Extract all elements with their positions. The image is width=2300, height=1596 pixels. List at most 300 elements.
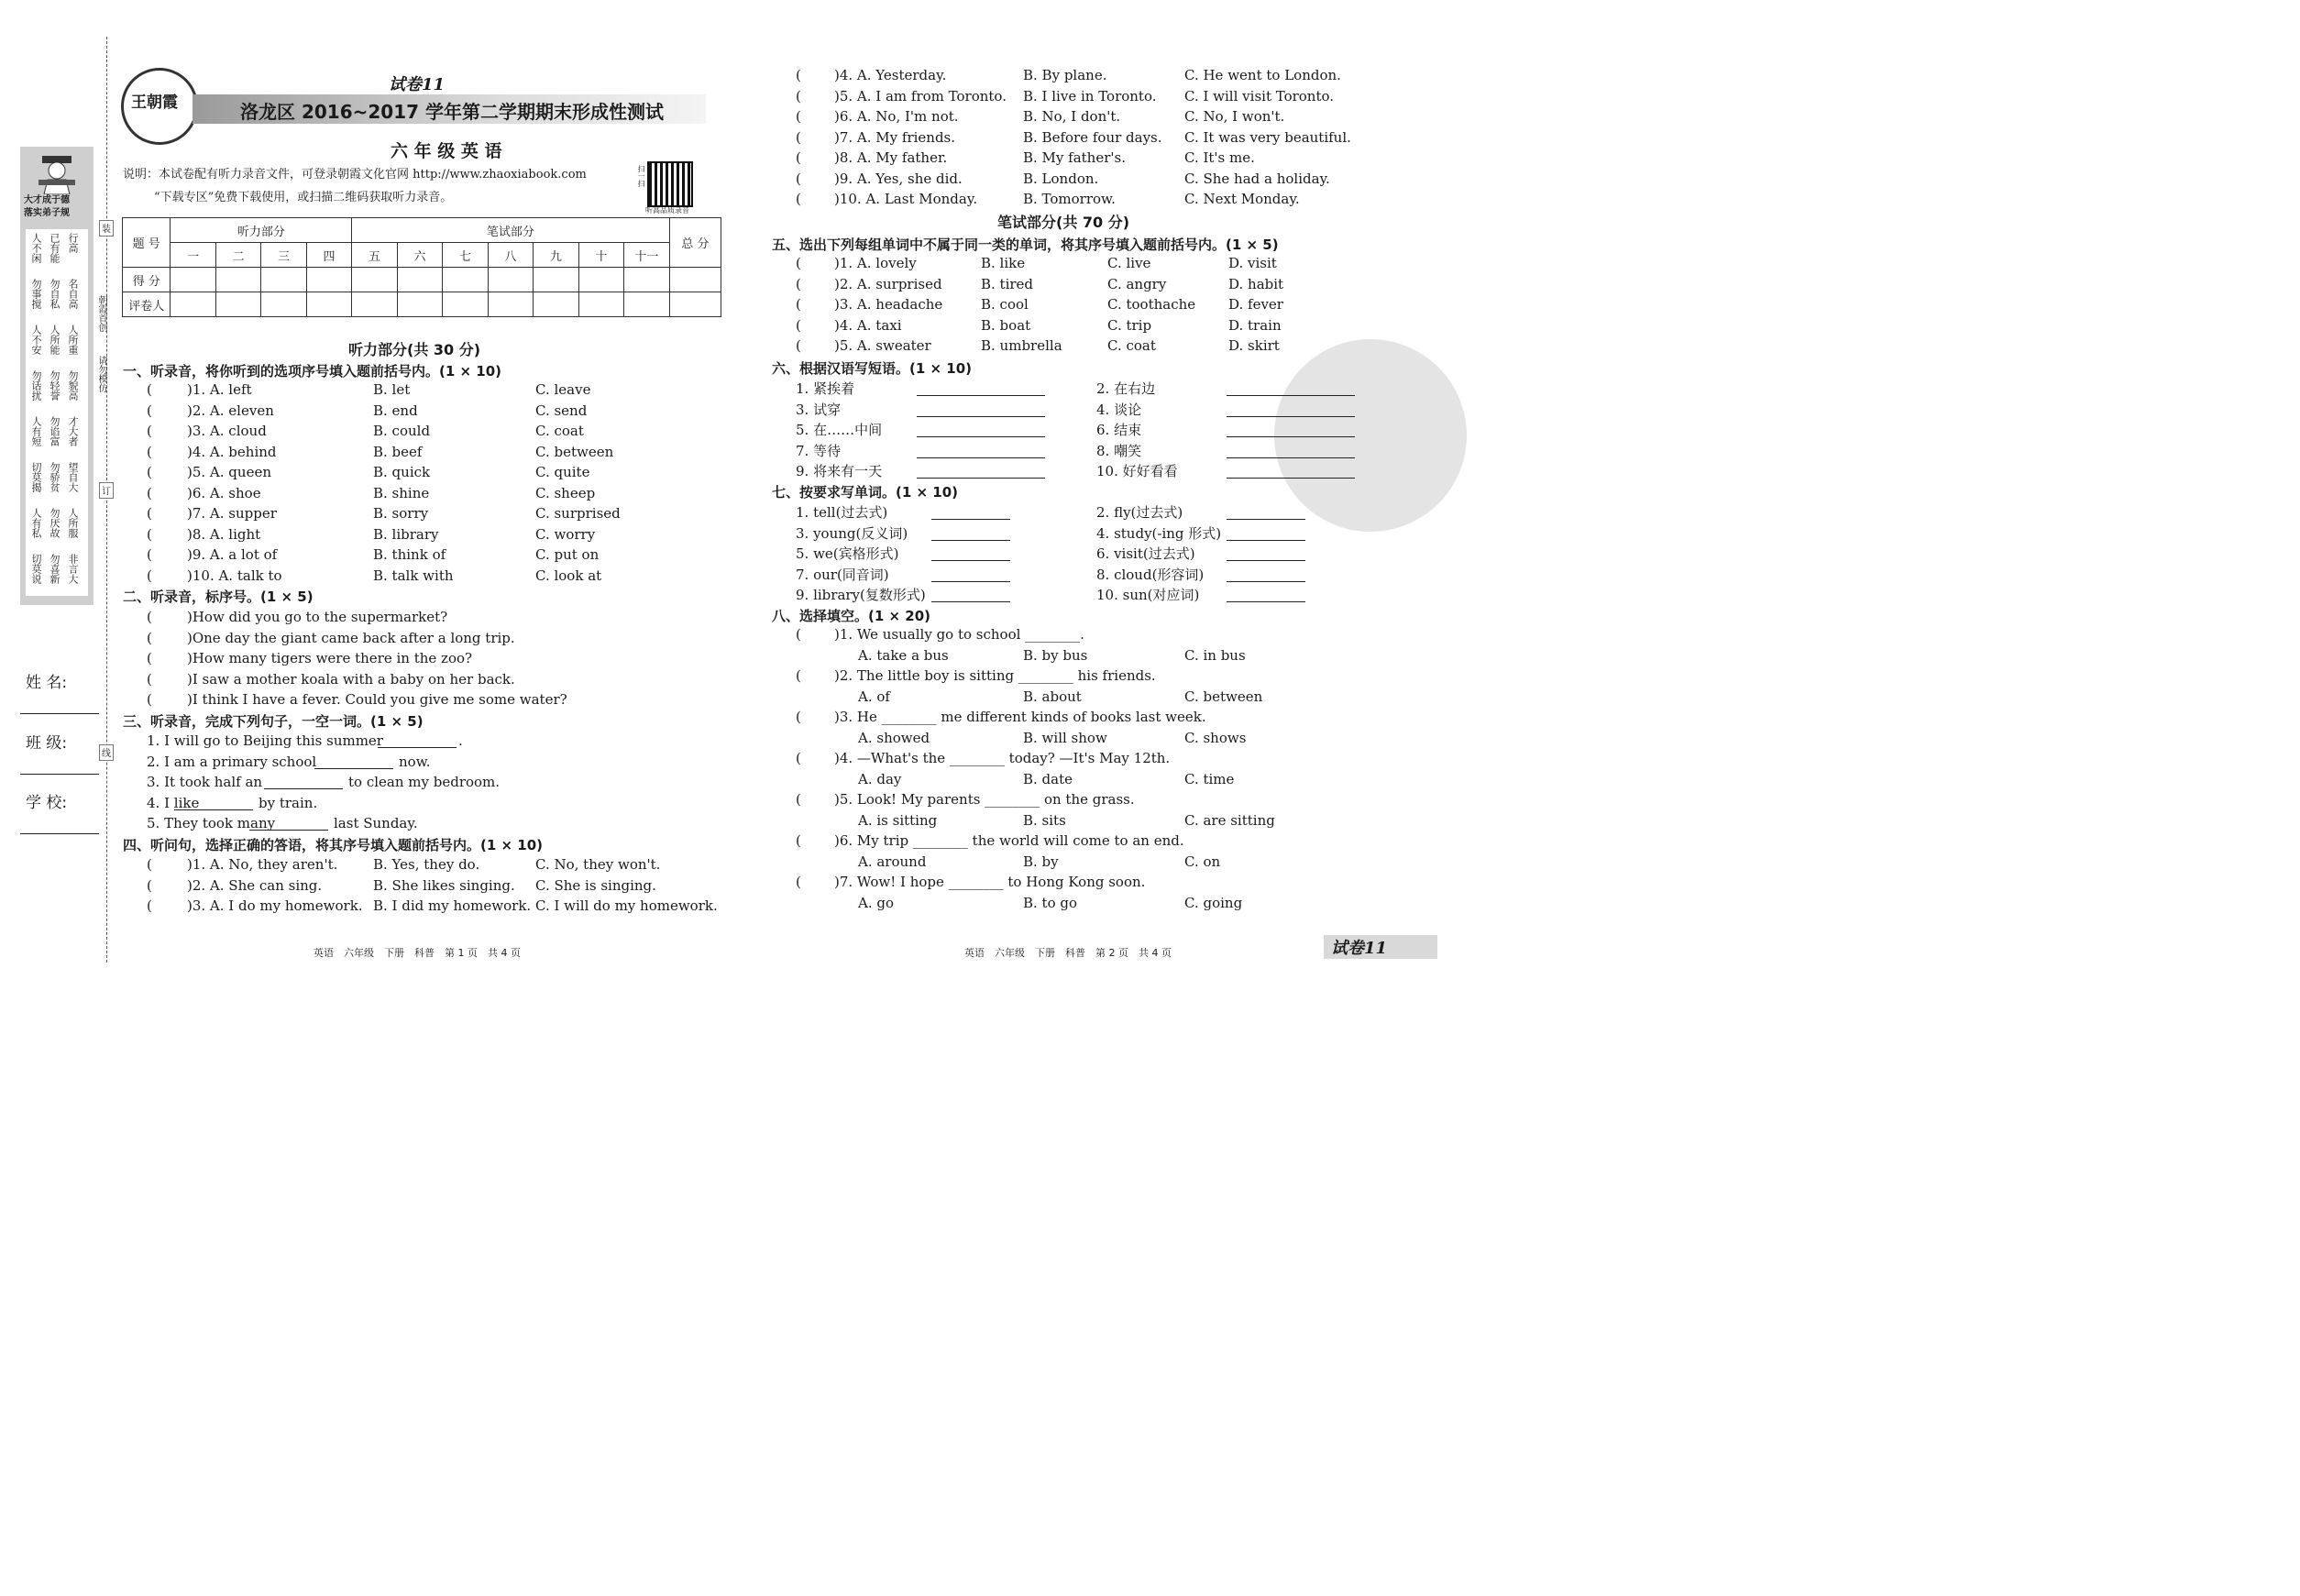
score-cell[interactable] [534, 268, 578, 292]
blank-line[interactable] [249, 830, 328, 831]
option-c: C. on [1184, 853, 1221, 870]
motto-column: 名自高 [67, 279, 79, 309]
blank-line[interactable] [917, 395, 1045, 396]
answer-bracket[interactable]: ( [147, 897, 152, 914]
score-cell[interactable] [488, 268, 533, 292]
option-d: D. visit [1228, 255, 1277, 271]
paper-subtitle: 六 年 级 英 语 [391, 141, 502, 161]
blank-line[interactable] [1227, 581, 1305, 582]
option-a: )2. A. She can sing. [187, 876, 323, 894]
motto-column: 人有短 [30, 416, 42, 446]
blank-line[interactable] [1227, 416, 1355, 417]
name-label: 姓 名: [26, 674, 68, 692]
answer-bracket[interactable]: ( [147, 691, 152, 708]
motto-column: 勿轻誉 [49, 370, 61, 401]
word-prompt: 7. our(同音词) [796, 566, 889, 583]
option-b: B. to go [1023, 894, 1078, 911]
option-a: )2. A. surprised [834, 275, 942, 292]
sentence: )I think I have a fever. Could you give me some water? [187, 691, 567, 708]
option-c: C. Next Monday. [1184, 191, 1300, 207]
word-prompt: 4. study(-ing 形式) [1096, 524, 1222, 542]
answer-bracket[interactable]: ( [147, 546, 152, 563]
option-b: B. I live in Toronto. [1023, 87, 1157, 105]
option-b: B. quick [373, 464, 431, 480]
blank-line[interactable] [931, 540, 1010, 541]
option-c: C. toothache [1107, 296, 1196, 313]
motto-column: 勿厌故 [49, 508, 61, 538]
score-cell[interactable] [352, 268, 397, 292]
option-c: C. angry [1107, 275, 1167, 292]
copyright-1: 朝霞首创 [96, 295, 106, 332]
option-a: )1. A. No, they aren't. [187, 856, 338, 873]
option-a: A. around [858, 853, 927, 870]
blank-line[interactable] [264, 788, 343, 789]
instructions-line-1: 说明：本试卷配有听力录音文件，可登录朝霞文化官网 http://www.zhaoxiabook.com [123, 168, 587, 182]
sentence-end: . [458, 732, 463, 749]
row-label-qno: 题 号 [123, 218, 171, 268]
option-b: B. like [981, 255, 1026, 271]
motto-column: 人不闲 [30, 233, 42, 263]
option-b: B. I did my homework. [373, 897, 532, 914]
sentence: )One day the giant came back after a long trip. [187, 629, 515, 646]
answer-bracket[interactable]: ( [796, 791, 801, 808]
word-prompt: 3. young(反义词) [796, 524, 908, 542]
question: )5. Look! My parents ________ on the grass. [834, 791, 1135, 808]
col-header: 三 [261, 243, 306, 268]
option-b: B. will show [1023, 729, 1107, 746]
option-a: )3. A. headache [834, 296, 943, 313]
option-c: C. No, they won't. [535, 856, 661, 873]
motto-column: 勿骄贫 [49, 462, 61, 492]
option-b: B. by [1023, 853, 1059, 870]
option-b: B. date [1023, 770, 1073, 787]
option-b: B. let [373, 381, 411, 398]
option-c: C. going [1184, 894, 1243, 911]
option-c: C. between [1184, 688, 1263, 705]
answer-bracket[interactable]: ( [147, 876, 152, 894]
answer-bracket[interactable]: ( [147, 567, 152, 584]
score-cell[interactable] [397, 268, 442, 292]
answer-bracket[interactable]: ( [796, 750, 801, 766]
option-a: A. of [858, 688, 890, 705]
blank-line[interactable] [931, 519, 1010, 520]
answer-bracket[interactable]: ( [796, 626, 801, 643]
option-c: C. She had a holiday. [1184, 170, 1330, 187]
option-b: B. London. [1023, 170, 1099, 187]
blank-line[interactable] [1227, 436, 1355, 437]
answer-bracket[interactable]: ( [796, 255, 801, 271]
page-footer-2: 英语 六年级 下册 科普 第 2 页 共 4 页 [964, 947, 1172, 959]
copyright-2: 请勿模仿 [96, 356, 106, 392]
score-cell[interactable] [443, 292, 488, 317]
score-cell[interactable] [443, 268, 488, 292]
fold-line [106, 37, 107, 963]
option-b: B. library [373, 525, 439, 543]
option-a: )2. A. eleven [187, 402, 274, 419]
option-c: C. It was very beautiful. [1184, 128, 1351, 146]
blank-line[interactable] [917, 416, 1045, 417]
option-c: C. coat [535, 423, 584, 439]
option-a: )6. A. No, I'm not. [834, 108, 959, 125]
question: )3. He ________ me different kinds of books last week. [834, 709, 1206, 725]
score-cell[interactable] [261, 268, 306, 292]
motto-column: 勿貌高 [67, 370, 79, 401]
blank-line[interactable] [378, 747, 457, 748]
answer-bracket[interactable]: ( [796, 191, 801, 207]
blank-line[interactable] [1227, 540, 1305, 541]
sentence-end: to clean my bedroom. [348, 774, 501, 790]
fold-mark-3: 线 [99, 744, 114, 761]
answer-bracket[interactable]: ( [147, 650, 152, 666]
option-a: A. is sitting [858, 811, 938, 829]
score-cell[interactable] [171, 268, 215, 292]
option-c: C. surprised [535, 505, 621, 522]
answer-bracket[interactable]: ( [796, 275, 801, 292]
total-header: 总 分 [669, 218, 721, 268]
blank-line[interactable] [314, 768, 393, 769]
score-cell[interactable] [578, 292, 623, 317]
answer-bracket[interactable]: ( [147, 464, 152, 480]
motto-column: 人所服 [67, 508, 79, 538]
watermark-stamp-icon [1274, 339, 1467, 532]
sentence-start: 2. I am a primary school [147, 753, 317, 770]
option-b: B. could [373, 423, 431, 439]
motto-column: 切莫说 [30, 554, 42, 584]
option-b: B. She likes singing. [373, 876, 515, 894]
section1-title: 一、听录音，将你听到的选项序号填入题前括号内。(1 × 10) [123, 363, 502, 380]
answer-bracket[interactable]: ( [147, 402, 152, 419]
phrase-prompt: 5. 在……中间 [796, 422, 883, 438]
score-cell[interactable] [397, 292, 442, 317]
option-b: B. Tomorrow. [1023, 191, 1116, 207]
answer-bracket[interactable]: ( [147, 505, 152, 522]
col-header: 二 [215, 243, 260, 268]
option-b: B. think of [373, 546, 446, 563]
option-b: B. tired [981, 275, 1034, 292]
sentence-start: 4. I like [147, 794, 200, 811]
sentence-start: 3. It took half an [147, 774, 263, 790]
phrase-prompt: 4. 谈论 [1096, 401, 1142, 418]
col-header: 九 [534, 243, 578, 268]
section8-title: 八、选择填空。(1 × 20) [772, 608, 931, 624]
option-a: A. showed [858, 729, 930, 746]
word-prompt: 8. cloud(形容词) [1096, 566, 1205, 583]
word-prompt: 6. visit(过去式) [1096, 545, 1195, 562]
blank-line[interactable] [917, 478, 1045, 479]
sidebar-caption-2: 落实弟子规 [24, 208, 70, 218]
section2-title: 二、听录音，标序号。(1 × 5) [123, 589, 314, 605]
score-cell[interactable] [669, 292, 721, 317]
score-cell[interactable] [171, 292, 215, 317]
answer-bracket[interactable]: ( [796, 667, 801, 684]
corner-badge: 试卷11 [1331, 939, 1388, 958]
answer-bracket[interactable]: ( [147, 443, 152, 460]
option-d: D. train [1228, 316, 1282, 334]
col-header: 八 [488, 243, 533, 268]
option-c: C. He went to London. [1184, 67, 1341, 83]
answer-bracket[interactable]: ( [796, 128, 801, 146]
option-a: A. take a bus [858, 646, 949, 664]
phrase-prompt: 9. 将来有一天 [796, 463, 883, 479]
answer-bracket[interactable]: ( [147, 525, 152, 543]
phrase-prompt: 1. 紧挨着 [796, 380, 855, 397]
blank-line[interactable] [1227, 601, 1305, 602]
name-field[interactable] [20, 713, 99, 714]
answer-bracket[interactable]: ( [796, 874, 801, 890]
question: )1. We usually go to school ________. [834, 626, 1084, 643]
answer-bracket[interactable]: ( [796, 832, 801, 849]
section6-title: 六、根据汉语写短语。(1 × 10) [772, 360, 973, 377]
answer-bracket[interactable]: ( [147, 484, 152, 501]
sidebar-caption-1: 大才成于德 [24, 195, 70, 205]
question: )4. —What's the ________ today? —It's May 12th. [834, 750, 1171, 766]
option-a: )5. A. queen [187, 464, 271, 480]
option-b: B. beef [373, 443, 423, 460]
option-b: B. By plane. [1023, 67, 1107, 83]
option-b: B. sits [1023, 811, 1066, 829]
answer-bracket[interactable]: ( [147, 609, 152, 625]
option-a: )7. A. My friends. [834, 128, 956, 146]
option-a: )4. A. behind [187, 443, 277, 460]
option-c: C. I will do my homework. [535, 897, 718, 914]
answer-bracket[interactable]: ( [147, 856, 152, 873]
answer-bracket[interactable]: ( [147, 381, 152, 398]
blank-line[interactable] [1227, 478, 1355, 479]
fold-mark-1: 装 [99, 220, 114, 237]
option-c: C. worry [535, 525, 596, 543]
answer-bracket[interactable]: ( [796, 316, 801, 334]
option-d: D. habit [1228, 275, 1284, 292]
sentence-end: by train. [259, 794, 318, 811]
score-cell[interactable] [215, 292, 260, 317]
class-field[interactable] [20, 774, 99, 775]
option-a: )5. A. sweater [834, 337, 931, 354]
option-b: B. My father's. [1023, 149, 1126, 166]
col-header: 五 [352, 243, 397, 268]
option-a: )1. A. left [187, 381, 252, 398]
col-header: 七 [443, 243, 488, 268]
option-b: B. cool [981, 296, 1029, 313]
sentence: )How did you go to the supermarket? [187, 609, 448, 625]
answer-bracket[interactable]: ( [147, 629, 152, 646]
paper-badge: 试卷11 [389, 75, 446, 94]
blank-line[interactable] [917, 457, 1045, 458]
option-a: )4. A. taxi [834, 316, 902, 334]
option-b: B. Before four days. [1023, 128, 1162, 146]
blank-line[interactable] [1227, 457, 1355, 458]
option-a: )1. A. lovely [834, 255, 917, 271]
word-prompt: 9. library(复数形式) [796, 587, 926, 603]
col-header: 十一 [624, 243, 669, 268]
section3-title: 三、听录音，完成下列句子，一空一词。(1 × 5) [123, 713, 424, 730]
option-c: C. She is singing. [535, 876, 656, 894]
score-cell[interactable] [488, 292, 533, 317]
option-c: C. between [535, 443, 614, 460]
motto-panel [26, 229, 88, 596]
option-a: )7. A. supper [187, 505, 277, 522]
blank-line[interactable] [1227, 560, 1305, 561]
answer-bracket[interactable]: ( [796, 67, 801, 83]
school-field[interactable] [20, 833, 99, 834]
answer-bracket[interactable]: ( [796, 87, 801, 105]
option-a: )10. A. Last Monday. [834, 191, 978, 207]
option-a: )3. A. I do my homework. [187, 897, 363, 914]
paper-title: 洛龙区 2016~2017 学年第二学期期末形成性测试 [240, 101, 665, 123]
motto-sidebar [20, 147, 94, 605]
score-cell[interactable] [624, 268, 669, 292]
motto-column: 人所重 [67, 325, 79, 355]
row-label-grader: 评卷人 [123, 292, 171, 317]
option-c: C. trip [1107, 316, 1152, 334]
col-header: 十 [578, 243, 623, 268]
answer-bracket[interactable]: ( [147, 670, 152, 688]
option-b: B. Yes, they do. [373, 856, 480, 873]
motto-column: 切莫揭 [30, 462, 42, 492]
blank-line[interactable] [931, 601, 1010, 602]
option-a: )9. A. a lot of [187, 546, 278, 563]
phrase-prompt: 2. 在右边 [1096, 380, 1156, 397]
sentence: )How many tigers were there in the zoo? [187, 650, 473, 666]
option-a: )10. A. talk to [187, 567, 282, 584]
writing-header: 笔试部分 [352, 218, 669, 243]
score-table [122, 217, 721, 317]
option-b: B. boat [981, 316, 1031, 334]
section7-title: 七、按要求写单词。(1 × 10) [772, 484, 959, 501]
option-a: )3. A. cloud [187, 423, 267, 439]
option-d: D. skirt [1228, 337, 1280, 354]
option-a: A. go [858, 894, 895, 911]
option-a: )8. A. My father. [834, 149, 948, 166]
motto-column: 人不安 [30, 325, 42, 355]
writing-title: 笔试部分(共 70 分) [997, 214, 1130, 231]
logo-text: 王朝霞 [131, 94, 178, 112]
blank-line[interactable] [931, 581, 1010, 582]
motto-column: 勿谄富 [49, 416, 61, 446]
instructions-line-2: “下载专区”免费下载使用，或扫描二维码获取听力录音。 [154, 191, 453, 204]
word-prompt: 10. sun(对应词) [1096, 587, 1200, 603]
motto-column: 人有私 [30, 508, 42, 538]
phrase-prompt: 6. 结束 [1096, 422, 1142, 438]
word-prompt: 2. fly(过去式) [1096, 504, 1183, 521]
blank-line[interactable] [1227, 519, 1305, 520]
blank-line[interactable] [917, 436, 1045, 437]
option-c: C. send [535, 402, 588, 419]
option-a: A. day [858, 770, 902, 787]
phrase-prompt: 8. 嘲笑 [1096, 442, 1142, 459]
option-c: C. leave [535, 381, 591, 398]
motto-column: 勿喜新 [49, 554, 61, 584]
option-a: )4. A. Yesterday. [834, 67, 947, 83]
score-cell[interactable] [306, 268, 351, 292]
scholar-illustration-icon [37, 152, 77, 194]
score-cell[interactable] [669, 268, 721, 292]
score-cell[interactable] [534, 292, 578, 317]
answer-bracket[interactable]: ( [796, 149, 801, 166]
blank-line[interactable] [1227, 395, 1355, 396]
answer-bracket[interactable]: ( [796, 170, 801, 187]
question: )6. My trip ________ the world will come to an end. [834, 832, 1184, 849]
row-label-score: 得 分 [123, 268, 171, 292]
option-c: C. time [1184, 770, 1235, 787]
option-b: B. shine [373, 484, 430, 501]
option-b: B. No, I don't. [1023, 108, 1121, 125]
answer-bracket[interactable]: ( [796, 709, 801, 725]
question: )2. The little boy is sitting ________ his friends. [834, 667, 1156, 684]
question: )7. Wow! I hope ________ to Hong Kong soon. [834, 874, 1146, 890]
score-cell[interactable] [215, 268, 260, 292]
option-c: C. are sitting [1184, 811, 1275, 829]
motto-column: 望自大 [67, 462, 79, 492]
col-header: 六 [397, 243, 442, 268]
blank-line[interactable] [931, 560, 1010, 561]
option-b: B. about [1023, 688, 1082, 705]
qr-side-label: 扫一扫 [637, 165, 645, 187]
word-prompt: 5. we(宾格形式) [796, 545, 899, 562]
sentence-end: now. [399, 753, 431, 770]
class-label: 班 级: [26, 734, 68, 753]
answer-bracket[interactable]: ( [796, 108, 801, 125]
sentence: )I saw a mother koala with a baby on her back. [187, 670, 515, 688]
qr-code-icon[interactable] [647, 161, 693, 207]
motto-column: 已有能 [49, 233, 61, 263]
score-cell[interactable] [261, 292, 306, 317]
option-c: C. It's me. [1184, 149, 1255, 166]
motto-column: 行高 [67, 233, 79, 253]
answer-bracket[interactable]: ( [796, 337, 801, 354]
option-b: B. by bus [1023, 646, 1088, 664]
col-header: 四 [306, 243, 351, 268]
section4-title: 四、听问句，选择正确的答语，将其序号填入题前括号内。(1 × 10) [123, 837, 544, 853]
option-a: )8. A. light [187, 525, 261, 543]
option-c: C. in bus [1184, 646, 1246, 664]
motto-column: 勿话扰 [30, 370, 42, 401]
logo-seal-icon [121, 68, 198, 145]
option-b: B. talk with [373, 567, 454, 584]
phrase-prompt: 7. 等待 [796, 442, 842, 459]
answer-bracket[interactable]: ( [796, 296, 801, 313]
motto-column: 勿自私 [49, 279, 61, 309]
motto-column: 才大者 [67, 416, 79, 446]
sentence-start: 5. They took many [147, 815, 276, 831]
option-a: )6. A. shoe [187, 484, 261, 501]
answer-bracket[interactable]: ( [147, 423, 152, 439]
word-prompt: 1. tell(过去式) [796, 504, 888, 521]
motto-column: 人所能 [49, 325, 61, 355]
listening-title: 听力部分(共 30 分) [348, 341, 481, 358]
listening-header: 听力部分 [171, 218, 352, 243]
section5-title: 五、选出下列每组单词中不属于同一类的单词，将其序号填入题前括号内。(1 × 5) [772, 237, 1279, 253]
option-b: B. umbrella [981, 337, 1062, 354]
option-d: D. fever [1228, 296, 1283, 313]
option-c: C. sheep [535, 484, 596, 501]
sentence-start: 1. I will go to Beijing this summer [147, 732, 383, 749]
col-header: 一 [171, 243, 215, 268]
option-c: C. shows [1184, 729, 1247, 746]
school-label: 学 校: [26, 794, 68, 812]
blank-line[interactable] [174, 809, 253, 810]
option-c: C. I will visit Toronto. [1184, 87, 1335, 105]
score-cell[interactable] [624, 292, 669, 317]
score-cell[interactable] [352, 292, 397, 317]
score-cell[interactable] [578, 268, 623, 292]
phrase-prompt: 10. 好好看看 [1096, 463, 1178, 479]
option-c: C. put on [535, 546, 600, 563]
option-c: C. No, I won't. [1184, 108, 1285, 125]
page-footer-1: 英语 六年级 下册 科普 第 1 页 共 4 页 [314, 947, 521, 959]
motto-column: 非言大 [67, 554, 79, 584]
option-c: C. coat [1107, 337, 1156, 354]
score-cell[interactable] [306, 292, 351, 317]
